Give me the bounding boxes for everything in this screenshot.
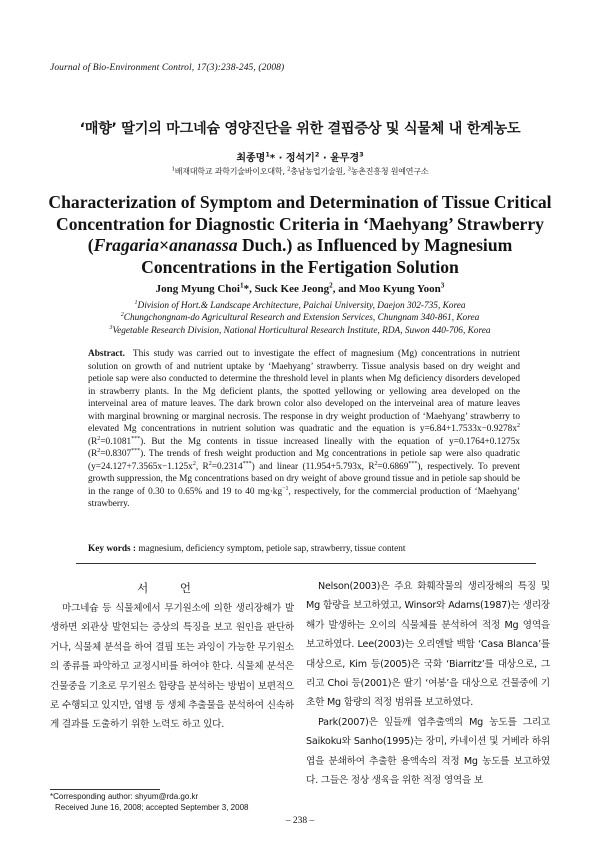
corresponding-author: *Corresponding author: shyum@rda.go.kr (50, 792, 199, 801)
keywords-text: magnesium, deficiency symptom, petiole sap, strawberry, tissue content (138, 544, 406, 554)
keywords-label: Key words : (88, 544, 137, 554)
received-dates: Received June 16, 2008; accepted September 3, 2008 (55, 802, 249, 812)
section-heading-introduction: 서 언 (137, 581, 205, 595)
paragraph: 마그네슘 등 식물체에서 무기원소에 의한 생리장해가 발생하면 외관상 발현되는 증상의 특징을 보고 원인을 판단하거나, 식물체 분석을 하여 결핍 또는 과잉이 가능한 무기원소의 종류를 파악하고 교정시비를 하여야 한다. 식물체 분석은 건물중을 기초로 무기원소 함량을 분석하는 방법이 보편적으로 수행되고 있지만, 엽병 등 생체 추출물을 분석하여 신속하게 결과를 도출하기 위한 노력도 하고 있다. (50, 603, 294, 731)
journal-citation: Journal of Bio-Environment Control, 17(3):238-245, (2008) (50, 63, 285, 73)
abstract (88, 348, 520, 511)
affiliation-2: $^2$Chungchongnam-do Agricultural Research and Extension Services, Chungnam 340-861, Korea (120, 312, 480, 324)
affiliation-1: $^1$Division of Hort.& Landscape Architecture, Paichai University, Daejon 302-735, Korea (134, 299, 466, 311)
korean-affiliations: $^1$배재대학교 과학기술바이오대학, $^2$충남농업기술원, $^3$농촌진흥청 원예연구소 (171, 166, 429, 176)
paragraph: Nelson(2003)은 주요 화훼작물의 생리장해의 특징 및 Mg 함량을 보고하였고, Winsor와 Adams(1987)는 생리장해가 발생하는 오이의 식물체를 분석하여 적정 Mg 영역을 보고하였다. Lee(2003)는 오리엔탈 백합 ‘Casa Blanca’를 대상으로, Kim 등(2005)은 국화 ‘Biarritz’를 대상으로, 그리고 Choi 등(2001)은 딸기 ‘여봉’을 대상으로 건물중에 기초한 Mg 함량의 적정 범위를 보고하였다. (306, 581, 550, 709)
korean-authors: 최종명$^1$* · 정석기$^2$ · 윤무경$^3$ (236, 150, 364, 164)
footnote (50, 792, 310, 813)
english-affiliations (0, 300, 600, 337)
korean-title: ‘매향’ 딸기의 마그네슘 영양진단을 위한 결핍증상 및 식물체 내 한계농도 (79, 121, 521, 137)
abstract-text: This study was carried out to investigate the effect of magnesium (Mg) concentrations in nutrient solution on growth of and nutrient uptake by ‘Maehyang’ strawberry. Tissue analysis based on dry weight and petiole sap were also conducted to determine the threshold level in plants when Mg deficiency disorders developed in strawberry plants. In the Mg deficient plants, the spotted yellowing or yellowing area developed on the interveinal area of mature leaves. The dark brown color also developed on the interveinal area of mature leaves with marginal browning or marginal necrosis. The response in dry weight production of ‘Maehyang’ strawberry to elevated Mg concentrations in nutrient solution was quadratic and the equation is $y=6.84+1.7533x-0.9278x^2$ $(R^2=0.1081^{***})$. But the Mg contents in tissue increased lineally with the equation of y=0.1764+0.1275x $(R^2=0.8307^{***})$. The trends of fresh weight production and Mg concentrations in petiole sap were also quadratic ($y=24.127+7.3565x-1.125x^2$, $R^2=0.2314^{***}$) and linear (11.954+5.793x, $R^2=0.6869^{***}$), respectively. To prevent growth suppression, the Mg concentrations based on dry weight of above ground tissue and in petiole sap should be in the range of 0.30 to 0.65% and 19 to 40 $mg\cdot kg^{-1}$, respectively, for the commercial production of ‘Maehyang’ strawberry. (88, 349, 520, 509)
paragraph: Park(2007)은 잎들깨 엽추출액의 Mg 농도를 그리고 Saikoku와 Sanho(1995)는 장미, 카네이션 및 거베라 하위엽을 분쇄하여 추출한 용액속의 적정 Mg 농도를 보고하였다. 그들은 정상 생육을 위한 적정 영역을 보 (306, 716, 550, 787)
abstract-label: Abstract. (88, 349, 125, 359)
footnote-divider (50, 789, 160, 790)
keywords (88, 544, 528, 554)
english-title: Characterization of Symptom and Determination of Tissue Critical Concentration for Diagnostic Criteria in ‘Maehyang’ Strawberry (Fragaria×ananassa Duch.) as Influenced by Magnesium Concentrations in the Fertigation Solution (48, 192, 552, 277)
affiliation-3: $^3$Vegetable Research Division, National Horticultural Research Institute, RDA, Suwon 440-706, Korea (109, 324, 491, 336)
page-number: – 238 – (285, 816, 315, 826)
right-column (306, 577, 550, 790)
english-authors: Jong Myung Choi$^1$*, Suck Kee Jeong$^2$, and Moo Kyung Yoon$^3$ (155, 281, 445, 295)
left-column (50, 599, 294, 735)
keywords-divider (76, 563, 536, 564)
